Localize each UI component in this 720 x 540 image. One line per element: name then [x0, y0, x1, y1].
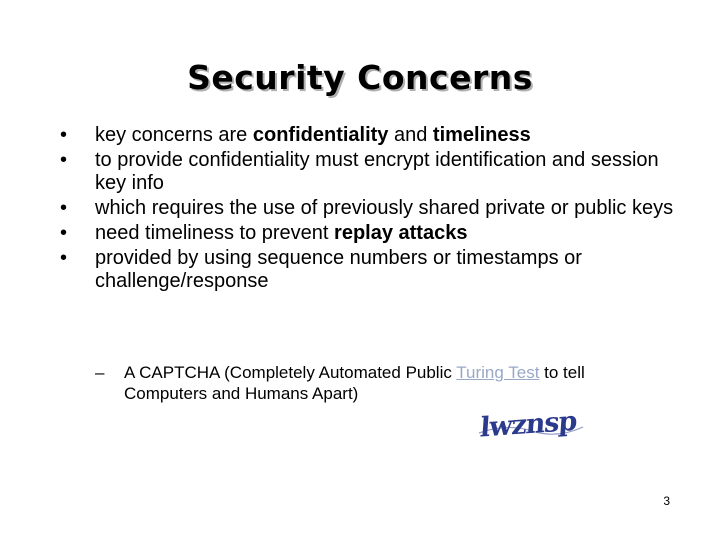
bullet-text: key concerns are — [95, 124, 253, 146]
slide-title: Security Concerns — [187, 58, 533, 97]
bullet-text: and — [388, 124, 433, 146]
bullet-item — [60, 247, 680, 293]
bullet-dot: • — [60, 149, 68, 171]
sub-bullet-text: A CAPTCHA (Completely Automated Public — [124, 363, 457, 382]
bullet-item — [60, 222, 680, 245]
bullet-list — [60, 124, 680, 295]
bullet-dot: • — [60, 124, 68, 146]
bullet-text: provided by using sequence numbers or timestamps or challenge/response — [95, 247, 582, 292]
turing-test-link[interactable]: Turing Test — [456, 363, 540, 382]
bullet-bold: timeliness — [432, 124, 531, 146]
bullet-bold: replay attacks — [334, 222, 468, 244]
bullet-text: to provide confidentiality must encrypt identification and session key info — [95, 149, 659, 194]
bullet-item — [60, 124, 680, 147]
bullet-item — [60, 197, 680, 220]
bullet-text: need timeliness to prevent — [95, 222, 335, 244]
bullet-dot: • — [60, 247, 68, 269]
sub-bullet — [95, 362, 664, 404]
sub-bullet-text: to tell Computers and Humans Apart) — [124, 363, 585, 403]
bullet-dot: • — [60, 197, 68, 219]
sub-bullet-dash: – — [95, 363, 105, 382]
captcha-text: lwznsp — [479, 405, 578, 444]
bullet-text: which requires the use of previously shared private or public keys — [95, 197, 674, 219]
bullet-item — [60, 149, 680, 195]
page-number: 3 — [663, 494, 670, 508]
bullet-dot: • — [60, 222, 68, 244]
captcha-image — [477, 403, 585, 445]
bullet-bold: confidentiality — [252, 124, 389, 146]
